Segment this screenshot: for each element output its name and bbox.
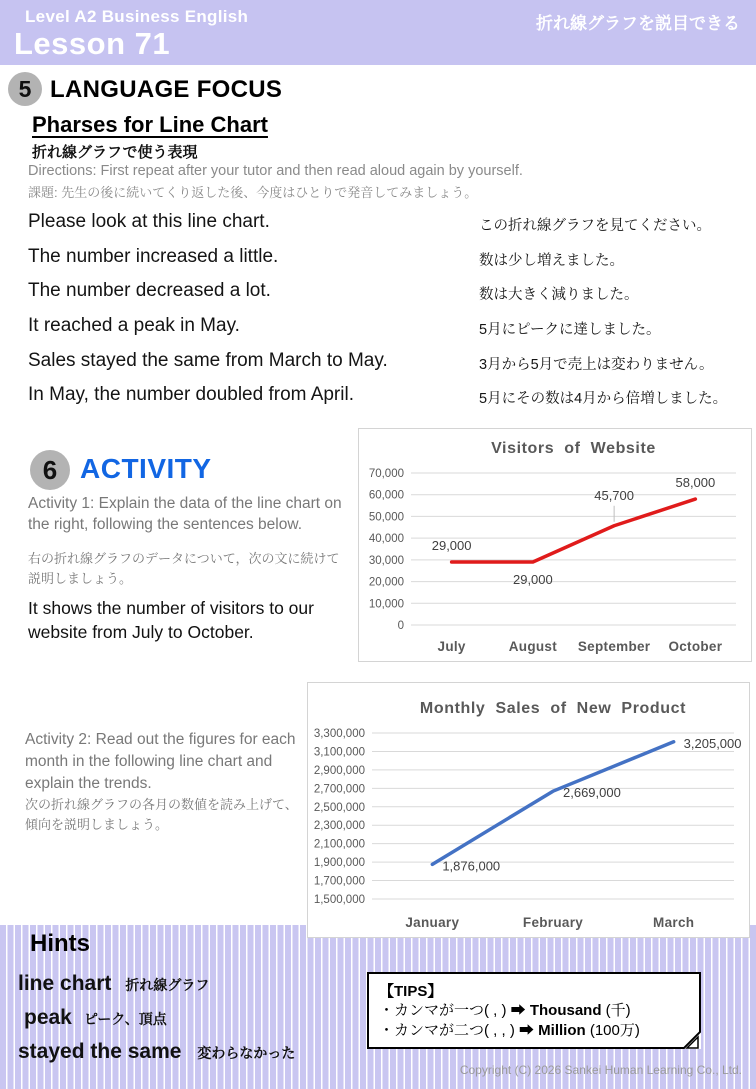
svg-text:50,000: 50,000 bbox=[368, 511, 404, 524]
svg-text:2,300,000: 2,300,000 bbox=[313, 820, 365, 833]
tip-keyword: Million bbox=[538, 1022, 586, 1040]
phrase-en: In May, the number doubled from April. bbox=[28, 384, 354, 406]
tips-note-box bbox=[367, 972, 701, 1049]
activity2-instruction-en: Activity 2: Read out the figures for each month in the following line chart and explain the trends. bbox=[25, 731, 296, 792]
copyright-text: Copyright (C) 2026 Sankei Human Learning Co., Ltd. bbox=[459, 1063, 742, 1077]
svg-text:2,100,000: 2,100,000 bbox=[313, 838, 365, 851]
svg-text:60,000: 60,000 bbox=[368, 489, 404, 502]
phrase-en: It reached a peak in May. bbox=[28, 315, 240, 337]
section-number-badge: 6 bbox=[30, 450, 70, 490]
phrase-jp: この折れ線グラフを見てください。 bbox=[479, 218, 711, 234]
lesson-goal-jp: 折れ線グラフを説目できる bbox=[536, 14, 740, 33]
tip-line bbox=[379, 1021, 689, 1041]
svg-text:2,669,000: 2,669,000 bbox=[563, 785, 621, 801]
phrase-row bbox=[0, 280, 756, 315]
svg-text:30,000: 30,000 bbox=[368, 554, 404, 567]
activity1-model-sentence: It shows the number of visitors to our website from July to October. bbox=[28, 598, 314, 642]
phrase-en: The number decreased a lot. bbox=[28, 280, 271, 302]
phrase-jp: 数は大きく減りました。 bbox=[479, 287, 639, 304]
svg-text:1,700,000: 1,700,000 bbox=[313, 875, 365, 888]
language-focus-heading: LANGUAGE FOCUS bbox=[50, 76, 283, 103]
svg-text:February: February bbox=[522, 915, 584, 930]
svg-text:January: January bbox=[405, 915, 460, 930]
phrase-row bbox=[0, 384, 756, 419]
svg-text:58,000: 58,000 bbox=[675, 475, 716, 491]
phrase-row bbox=[0, 315, 756, 350]
svg-text:1,900,000: 1,900,000 bbox=[313, 857, 365, 870]
phrase-en: Sales stayed the same from March to May. bbox=[28, 349, 388, 371]
svg-text:70,000: 70,000 bbox=[368, 468, 404, 480]
svg-text:29,000: 29,000 bbox=[512, 572, 553, 588]
monthly-sales-line-chart bbox=[307, 682, 750, 938]
svg-text:3,205,000: 3,205,000 bbox=[683, 735, 742, 751]
activity2-instruction-jp: 次の折れ線グラフの各月の数値を読み上げて、傾向を説明しましょう。 bbox=[25, 797, 298, 832]
svg-text:Monthly Sales of New Product: Monthly Sales of New Product bbox=[419, 700, 687, 717]
phrase-row bbox=[0, 246, 756, 281]
svg-text:2,500,000: 2,500,000 bbox=[313, 801, 365, 814]
activity1-instruction-jp: 右の折れ線グラフのデータについて，次の文に続けて説明しましょう。 bbox=[28, 551, 340, 586]
phrase-jp: 数は少し増えました。 bbox=[479, 252, 624, 269]
phrase-row bbox=[0, 350, 756, 385]
svg-text:2,700,000: 2,700,000 bbox=[313, 783, 365, 796]
page-header bbox=[0, 0, 756, 65]
directions-jp: 課題: 先生の後に続いてくり返した後、今度はひとりで発音してみましょう。 bbox=[28, 185, 478, 200]
svg-text:20,000: 20,000 bbox=[368, 576, 404, 589]
hint-list bbox=[0, 972, 360, 1074]
svg-text:Visitors of Website: Visitors of Website bbox=[491, 440, 656, 457]
svg-text:1,876,000: 1,876,000 bbox=[442, 858, 501, 874]
hint-meaning-jp: 変わらなかった bbox=[197, 1045, 296, 1061]
phrase-jp: 5月にその数は4月から倍増しました。 bbox=[479, 391, 728, 408]
phrase-jp: 5月にピークに達しました。 bbox=[479, 322, 661, 339]
lesson-title: Lesson 71 bbox=[14, 26, 171, 61]
folded-corner-icon bbox=[683, 1031, 701, 1049]
hint-meaning-jp: 折れ線グラフ bbox=[125, 977, 210, 993]
svg-text:3,300,000: 3,300,000 bbox=[313, 728, 365, 740]
hint-term: stayed the same bbox=[18, 1040, 182, 1063]
svg-text:3,100,000: 3,100,000 bbox=[313, 746, 365, 759]
tip-text: (100万) bbox=[585, 1022, 640, 1040]
phrases-subtitle-jp: 折れ線グラフで使う表現 bbox=[32, 144, 198, 161]
hint-term: line chart bbox=[18, 972, 112, 995]
svg-text:August: August bbox=[508, 639, 558, 654]
tip-text: (千) bbox=[601, 1002, 631, 1019]
activity-heading: ACTIVITY bbox=[80, 453, 212, 484]
hints-heading: Hints bbox=[30, 930, 90, 957]
svg-text:40,000: 40,000 bbox=[368, 533, 404, 546]
tip-text: ・カンマが二つ( , , ) ➡ bbox=[379, 1022, 539, 1040]
phrase-en: Please look at this line chart. bbox=[28, 211, 270, 232]
course-label: Level A2 Business English bbox=[25, 7, 249, 26]
phrase-row bbox=[0, 211, 756, 246]
hint-meaning-jp: ピーク、頂点 bbox=[83, 1011, 167, 1027]
tips-title: 【TIPS】 bbox=[379, 983, 443, 1000]
svg-text:45,700: 45,700 bbox=[594, 487, 635, 503]
svg-text:September: September bbox=[577, 639, 651, 654]
svg-text:2,900,000: 2,900,000 bbox=[313, 764, 365, 777]
phrases-subtitle: Pharses for Line Chart bbox=[32, 112, 268, 137]
svg-text:29,000: 29,000 bbox=[431, 538, 472, 554]
directions-en: Directions: First repeat after your tutor and then read aloud again by yourself. bbox=[28, 163, 523, 179]
phrase-en: The number increased a little. bbox=[28, 245, 279, 267]
section-number-badge: 5 bbox=[8, 72, 42, 106]
svg-text:March: March bbox=[653, 915, 695, 930]
hint-row bbox=[0, 972, 360, 1006]
hint-term: peak bbox=[24, 1006, 72, 1029]
hint-row bbox=[0, 1040, 360, 1074]
visitors-line-chart bbox=[358, 428, 752, 662]
tip-keyword: Thousand bbox=[529, 1002, 602, 1019]
activity1-instruction-en: Activity 1: Explain the data of the line chart on the right, following the sentences below. bbox=[28, 495, 342, 534]
phrase-jp: 3月から5月で売上は変わりません。 bbox=[479, 356, 714, 373]
phrase-list bbox=[0, 211, 756, 419]
tip-text: ・カンマが一つ( , ) ➡ bbox=[379, 1002, 530, 1019]
svg-text:10,000: 10,000 bbox=[368, 598, 404, 611]
tip-line bbox=[379, 1001, 689, 1021]
svg-text:1,500,000: 1,500,000 bbox=[313, 894, 365, 906]
svg-text:July: July bbox=[437, 639, 466, 654]
hint-row bbox=[0, 1006, 360, 1040]
svg-text:October: October bbox=[668, 639, 723, 654]
svg-text:0: 0 bbox=[397, 620, 404, 632]
